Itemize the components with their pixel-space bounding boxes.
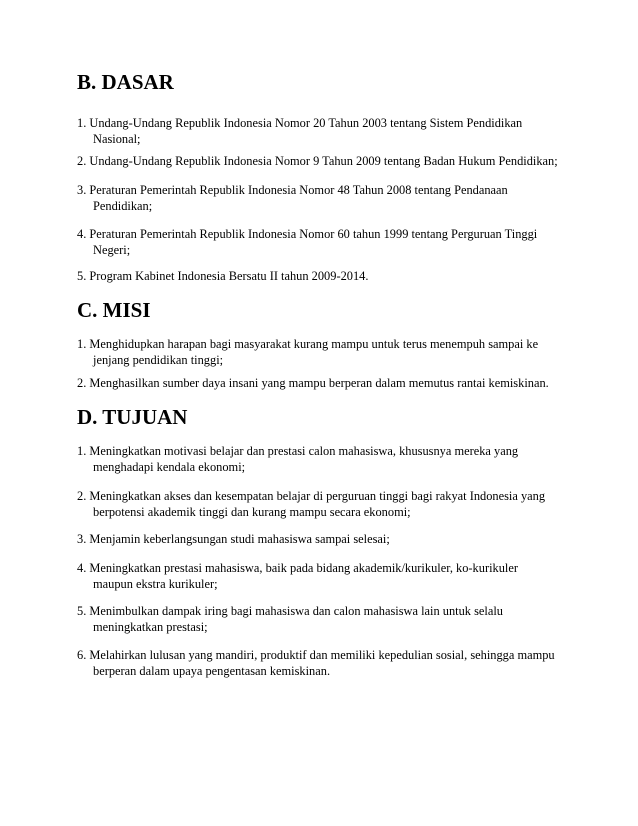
tujuan-item-5 (77, 603, 577, 635)
dasar-item-4-line2: Negeri; (93, 243, 131, 257)
section-title-misi: C. MISI (77, 298, 151, 322)
tujuan-item-3-line1: 3. Menjamin keberlangsungan studi mahasiswa sampai selesai; (77, 532, 390, 546)
misi-item-1-line1: 1. Menghidupkan harapan bagi masyarakat kurang mampu untuk terus menempuh sampai ke (77, 337, 539, 351)
tujuan-item-1 (77, 443, 577, 475)
tujuan-item-6 (77, 647, 577, 679)
dasar-item-1 (77, 115, 577, 147)
tujuan-item-5-line1: 5. Menimbulkan dampak iring bagi mahasiswa dan calon mahasiswa lain untuk selalu (77, 604, 504, 618)
dasar-item-3-line1: 3. Peraturan Pemerintah Republik Indonesia Nomor 48 Tahun 2008 tentang Pendanaan (77, 183, 508, 197)
dasar-item-5-line1: 5. Program Kabinet Indonesia Bersatu II tahun 2009-2014. (77, 269, 369, 283)
dasar-item-3-line2: Pendidikan; (93, 199, 153, 213)
dasar-item-5 (77, 268, 577, 284)
tujuan-item-4-line1: 4. Meningkatkan prestasi mahasiswa, baik pada bidang akademik/kurikuler, ko-kurikuler (77, 561, 518, 575)
dasar-item-1-line1: 1. Undang-Undang Republik Indonesia Nomor 20 Tahun 2003 tentang Sistem Pendidikan (77, 116, 523, 130)
dasar-item-2 (77, 153, 577, 169)
tujuan-item-6-line2: berperan dalam upaya pengentasan kemiskinan. (93, 664, 331, 678)
tujuan-item-2-line1: 2. Meningkatkan akses dan kesempatan belajar di perguruan tinggi bagi rakyat Indonesia yang (77, 489, 546, 503)
section-title-dasar: B. DASAR (77, 70, 174, 94)
dasar-item-2-line1: 2. Undang-Undang Republik Indonesia Nomor 9 Tahun 2009 tentang Badan Hukum Pendidikan; (77, 154, 558, 168)
tujuan-item-2-line2: berpotensi akademik tinggi dan kurang mampu secara ekonomi; (93, 505, 411, 519)
misi-item-1 (77, 336, 577, 368)
tujuan-item-4-line2: maupun ekstra kurikuler; (93, 577, 218, 591)
section-title-tujuan: D. TUJUAN (77, 405, 188, 429)
dasar-item-3 (77, 182, 577, 214)
dasar-item-1-line2: Nasional; (93, 132, 141, 146)
tujuan-item-1-line1: 1. Meningkatkan motivasi belajar dan prestasi calon mahasiswa, khususnya mereka yang (77, 444, 519, 458)
tujuan-item-4 (77, 560, 577, 592)
tujuan-item-2 (77, 488, 577, 520)
misi-item-2 (77, 375, 577, 391)
tujuan-item-5-line2: meningkatkan prestasi; (93, 620, 208, 634)
misi-item-1-line2: jenjang pendidikan tinggi; (93, 353, 224, 367)
dasar-item-4 (77, 226, 577, 258)
tujuan-item-1-line2: menghadapi kendala ekonomi; (93, 460, 246, 474)
dasar-item-4-line1: 4. Peraturan Pemerintah Republik Indonesia Nomor 60 tahun 1999 tentang Perguruan Tinggi (77, 227, 538, 241)
tujuan-item-3 (77, 531, 577, 547)
tujuan-item-6-line1: 6. Melahirkan lulusan yang mandiri, produktif dan memiliki kepedulian sosial, sehingga mampu (77, 648, 555, 662)
misi-item-2-line1: 2. Menghasilkan sumber daya insani yang mampu berperan dalam memutus rantai kemiskinan. (77, 376, 549, 390)
